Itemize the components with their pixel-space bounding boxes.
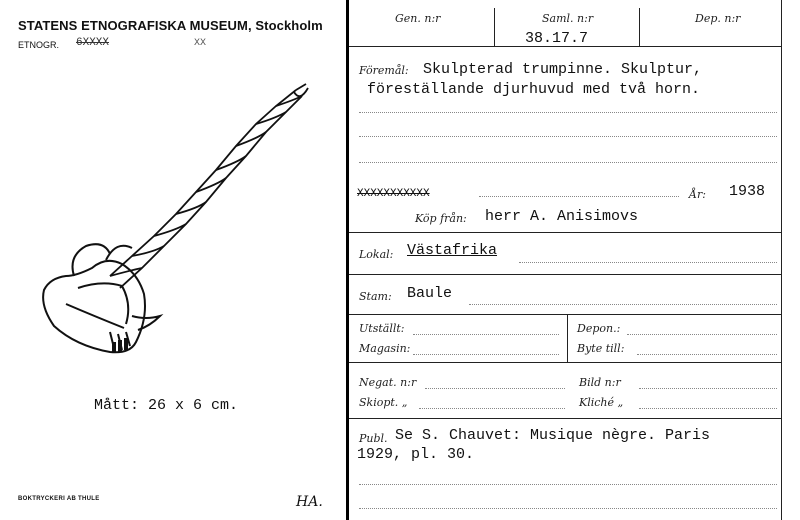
etnogr-mark: XX (194, 38, 207, 49)
etnogr-struck-number: 6XXXX (76, 37, 110, 49)
rule (349, 314, 782, 315)
dotted-line (519, 262, 777, 263)
rule-header (349, 46, 782, 47)
lokal-value: Västafrika (407, 242, 498, 259)
dotted-line (425, 388, 565, 389)
foremal-label: Föremål: (359, 64, 409, 77)
magasin-label: Magasin: (359, 342, 411, 355)
left-panel (0, 0, 346, 520)
lokal-label: Lokal: (359, 248, 394, 261)
publ-label: Publ. (359, 432, 388, 445)
saml-nr-label: Saml. n:r (542, 12, 594, 25)
dotted-line (627, 334, 777, 335)
dotted-line (639, 388, 777, 389)
dotted-line (637, 354, 777, 355)
utstallt-label: Utställt: (359, 322, 405, 335)
stam-label: Stam: (359, 290, 392, 303)
struck-text: XXXXXXXXXXX (357, 188, 430, 200)
right-panel (349, 0, 800, 520)
publ-line-2: 1929, pl. 30. (357, 446, 475, 463)
kop-fran-label: Köp från: (415, 212, 467, 225)
dotted-line (419, 408, 565, 409)
dotted-line (359, 162, 777, 163)
handwritten-initials: HA. (296, 494, 323, 510)
ar-label: År: (689, 188, 706, 201)
ar-value: 1938 (729, 183, 766, 200)
dotted-line (359, 508, 777, 509)
dotted-line (413, 334, 559, 335)
header-divider-2 (639, 8, 640, 46)
dotted-line (469, 304, 777, 305)
skiopt-label: Skiopt. „ (359, 396, 408, 409)
measurements: Mått: 26 x 6 cm. (94, 397, 239, 414)
stam-value: Baule (407, 285, 453, 302)
dotted-line (359, 112, 777, 113)
field-divider (567, 314, 568, 362)
depon-label: Depon.: (577, 322, 621, 335)
etnogr-label: ETNOGR. (18, 40, 60, 50)
rule (349, 362, 782, 363)
gen-nr-label: Gen. n:r (395, 12, 441, 25)
dotted-line (639, 408, 777, 409)
rule (349, 232, 782, 233)
header-divider-1 (494, 8, 495, 46)
publ-line-1: Se S. Chauvet: Musique nègre. Paris (395, 427, 711, 444)
drumstick-drawing (14, 80, 314, 370)
dotted-line (359, 136, 777, 137)
foremal-line-1: Skulpterad trumpinne. Skulptur, (423, 61, 703, 78)
saml-nr-value: 38.17.7 (525, 30, 589, 47)
byte-till-label: Byte till: (577, 342, 625, 355)
kop-fran-value: herr A. Anisimovs (485, 208, 639, 225)
dotted-line (413, 354, 559, 355)
dep-nr-label: Dep. n:r (695, 12, 741, 25)
right-edge (781, 0, 782, 520)
museum-name: STATENS ETNOGRAFISKA MUSEUM, Stockholm (18, 18, 323, 33)
negat-nr-label: Negat. n:r (359, 376, 417, 389)
bild-nr-label: Bild n:r (579, 376, 621, 389)
foremal-line-2: föreställande djurhuvud med två horn. (367, 81, 701, 98)
rule (349, 274, 782, 275)
printer-credit: BOKTRYCKERI AB THULE (18, 496, 100, 502)
rule (349, 418, 782, 419)
kliche-label: Kliché „ (579, 396, 624, 409)
dotted-line (479, 196, 679, 197)
dotted-line (359, 484, 777, 485)
